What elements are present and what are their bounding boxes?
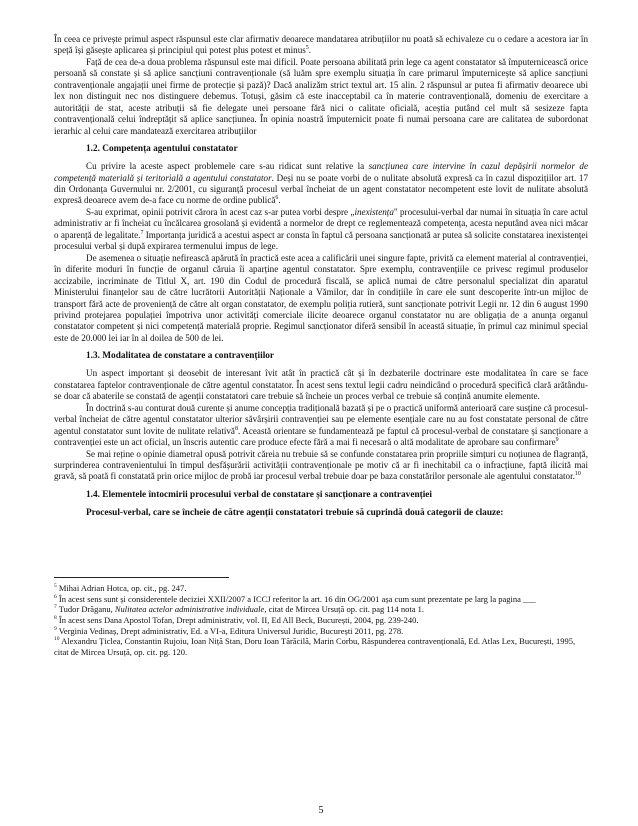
section-heading-1-3: 1.3. Modalitatea de constatare a contravențiilor [86,351,275,362]
footnote-6: $^6$ În acest sens sunt și considerentele deciziei XXII/2007 a ICCJ referitor la art. 16 din OG/2001 așa cum sunt prezentate pe larg la pagina ___ [54,593,536,604]
footnote-8: $^8$ În acest sens Dana Apostol Tofan, Drept administrativ, vol. II, Ed All Beck, București, 2004, pg. 239-240. [54,614,419,625]
paragraph-8: Se mai reține o opinie diametral opusă potrivit căreia nu trebuie să se confunde constatarea prin propriile simțuri cu noțiunea de flagranță, surprinderea contravenientului în timpul desfășurării activității contravenționale pe motiv că ar fi inechitabil ca o infracțiune, faptă ilicită mai gravă, să poată fi constatată prin orice mijloc de probă iar procesul verbal trebuie doar pe baza constatărilor personale ale agentului constatator.$^{10}$ [54,448,588,482]
section-heading-1-4: 1.4. Elementele întocmirii procesului verbal de constatare și sancționare a contravenției [86,489,433,500]
footnote-ref-5: 5 [305,45,309,52]
footnote-ref-10: 10 [574,471,581,478]
paragraph-5: De asemenea o situație nefirească apărută în practică este acea a calificării unei singure fapte, privită ca element material al contravenției, în diferite moduri în funcție de organul căruia îi aparține agentul constatator. Spre exemplu, contravențiile ce privesc regimul produselor accizabile, incriminate de Titlul X, art. 190 din Codul de procedură fiscală, se aplică numai de către personalul specializat din aparatul Ministerului finanțelor sau de către lucrătorii Autorității Naționale a Vămilor, dar în condițiile în care ele sunt descoperite într-un mijloc de transport fără acte de proveniență de către alt organ constatator, de exemplu poliția rutieră, sunt sancționate potrivit Legii nr. 12 din 6 august 1990 privind protejarea populației împotriva unor activități comerciale ilicite deoarece organul constatator nu are obligația de a anunța organul constatator competent și nici competență materială proprie. Regimul sancționator diferă sensibil în această situație, în primul caz minimul special este de 20.000 lei iar în al doilea de 500 de lei. [54,252,588,343]
footnote-ref-7: 7 [140,229,144,236]
footnote-5: $^5$ Mihai Adrian Hotca, op. cit., pg. 247. [54,582,187,593]
clauses-intro: Procesul-verbal, care se încheie de către agenții constatatori trebuie să cuprindă două categorii de clauze: [86,507,504,518]
footnote-10: $^{10}$ Alexandru Țiclea, Constantin Rujoiu, Ioan Niță Stan, Doru Ioan Tărăcilă, Marin Corbu, Răspunderea contravențională, Ed. Atlas Lex, București, 1995, citat de Mircea Ursuță, op. cit. pg. 120. [54,636,576,658]
footnote-7: $^7$ Tudor Drăganu, Nulitatea actelor administrative individuale, citat de Mircea Ursuță op. cit. pag 114 nota 1. [54,604,425,615]
footnotes [54,583,588,658]
paragraph-1: În ceea ce privește primul aspect răspunsul este clar afirmativ deoarece mandatarea atribuțiilor nu poată să echivaleze cu o cedare a acestora iar în speță își găsește aplicarea și principiul qui potest plus potest et minus$^5$. [54,34,588,56]
paragraph-3: Cu privire la aceste aspect problemele care s-au ridicat sunt relative la sancțiunea care intervine în cazul depășirii normelor de competență materială și teritorială a agentului constatator. Deși nu se poate vorbi de o nulitate absolută expresă ca în cazul dispozițiilor art. 17 din Ordonanța Guvernului nr. 2/2001, cu siguranță procesul verbal încheiat de un agent constatator necompetent este lovit de nulitate absolută expresă deoarece avem de-a face cu norme de ordine publică$^6$. [54,161,588,206]
footnote-9: $^9$ Verginia Vedinaș, Drept administrativ, Ed. a VI-a, Editura Universul Juridic, București 2011, pg. 278. [54,625,404,636]
section-heading-1-2: 1.2. Competența agentului constatator [86,144,238,155]
paragraph-7: În doctrină s-au conturat două curente și anume concepția tradițională bazată și pe o practică uniformă anterioară care susține că procesul-verbal încheiat de către agentul constatator ulterior săvârșirii contravenției sau pe elemente esențiale care nu au fost constatate personal de către agentul constatator sunt lovite de nulitate relativă$^8$. Această orientare se fundamentează pe faptul că procesul-verbal de constatare și sancționare a contravenției este un act oficial, un înscris autentic care produce efecte fără a mai fi necesară o altă modalitate de aprobare sau confirmare$^9$ [54,402,588,448]
paragraph-6: Un aspect important și deosebit de interesant îvit atât în practică cât și în dezbaterile doctrinare este modalitatea în care se face constatarea faptelor contravenționale de către agentul constatator. În acest sens textul legii cadru neindicând o procedură specifică clară arătându-se doar că abaterile se constată de agenții constatatori care trebuie să încheie un proces verbal ce trebuie să conțină anumite elemente. [54,368,588,402]
page-number: 5 [318,805,324,816]
paragraph-2: Față de cea de-a doua problema răspunsul este mai dificil. Poate persoana abilitată prin lege ca agent constatator să împuternicească orice persoană să constate și să aplice sancțiuni contravenționale (să luăm spre exemplu situația în care primarul împuternicește să aplice sancțiuni contravenționale angajații unei firme de protecție și pază)? Dacă analizăm strict textul art. 15 alin. 2 răspunsul ar putea fi afirmativ deoarece ubi lex non distinguit nec nos distinguere debemus. Totuși, găsim că este inacceptabil ca în materie contravențională, domeniu de exercitare a autorității de stat, aceste atribuții să fie delegate unei persoane fără nici o calitate oficială, aceștia putând cel mult să sesizeze fapta contravențională celui îndreptățit să aplice sancțiunea. În opinia noastră împuternicit poate fi numai persoana care are calitatea de subordonat ierarhic al celui care mandatează exercitarea atribuțiilor [54,56,588,136]
footnote-ref-9: 9 [555,437,559,444]
footnote-separator [54,577,229,578]
footnote-ref-8: 8 [234,425,238,432]
footnote-ref-6: 6 [275,195,279,202]
paragraph-4: S-au exprimat, opinii potrivit cărora în acest caz s-ar putea vorbi despre „inexistența" procesului-verbal dar numai în situația în care actul administrativ ar fi încheiat cu încălcarea grosolană și evidentă a normelor de drept ce reglementează competența, acesta neputând avea nici măcar o aparență de legalitate.$^7$ Importanța juridică a acestui aspect ar consta în faptul că persoana sancționată ar putea să solicite constatarea inexistenței procesului verbal și după expirarea termenului impus de lege. [54,206,589,252]
document-page [54,34,589,816]
